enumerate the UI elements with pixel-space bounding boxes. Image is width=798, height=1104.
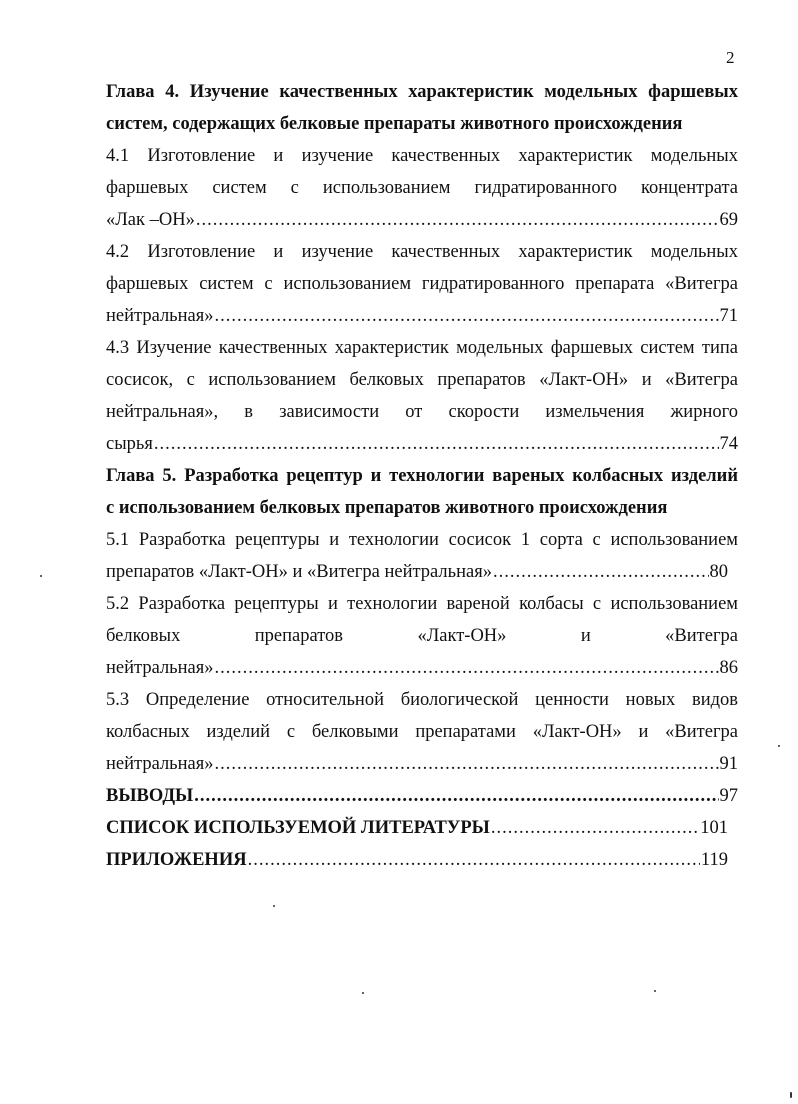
toc-entry-text: 5.1 Разработка рецептуры и технологии сосисок 1 сорта с использованием: [106, 530, 738, 550]
toc-entry-text: сырья: [106, 434, 153, 454]
scan-speck: [790, 1092, 792, 1098]
toc-entry-text: белковых препаратов «Лакт-ОН» и «Витегра: [106, 626, 738, 646]
toc-entry-4-3: [106, 332, 738, 460]
toc-entry-text: колбасных изделий с белковыми препаратами «Лакт-ОН» и «Витегра: [106, 722, 738, 742]
toc-entry-final-line: [106, 300, 738, 332]
toc-entry-text: препаратов «Лакт-ОН» и «Витегра нейтральная»: [106, 562, 492, 582]
dot-leader: [194, 780, 718, 812]
dot-leader: [154, 428, 719, 460]
scan-speck: [654, 990, 656, 992]
toc-entry-text: ВЫВОДЫ: [106, 786, 194, 806]
chapter-5-title-line-2: с использованием белковых препаратов животного происхождения: [106, 498, 668, 518]
scan-speck: [273, 905, 275, 907]
scan-speck: [778, 745, 780, 747]
toc-entry-text: 4.2 Изготовление и изучение качественных характеристик модельных: [106, 242, 738, 262]
toc-entry-text: «Лак –ОН»: [106, 210, 195, 230]
toc-page-number: 97: [719, 786, 738, 806]
toc-page-number: 71: [719, 306, 738, 326]
toc-page-number: 101: [700, 818, 728, 838]
dot-leader: [196, 204, 719, 236]
toc-page-number: 119: [700, 850, 728, 870]
dot-leader: [215, 748, 719, 780]
toc-entry-final-line: [106, 204, 738, 236]
toc-entry-5-3: [106, 684, 738, 780]
dot-leader: [248, 844, 700, 876]
toc-entry-text: нейтральная»: [106, 658, 214, 678]
toc-entry-conclusions: [106, 780, 738, 812]
toc-entry-text: нейтральная»: [106, 754, 214, 774]
scan-speck: [40, 575, 42, 577]
toc-entry-text: фаршевых систем с использованием гидратированного концентрата: [106, 178, 738, 198]
toc-entry-4-2: [106, 236, 738, 332]
toc-entry-text: 5.2 Разработка рецептуры и технологии вареной колбасы с использованием: [106, 594, 738, 614]
toc-entry-final-line: [106, 748, 738, 780]
chapter-5-title-line-1: Глава 5. Разработка рецептур и технологии вареных колбасных изделий: [106, 466, 738, 486]
toc-entry-text: 5.3 Определение относительной биологической ценности новых видов: [106, 690, 738, 710]
toc-entry-appendices: [106, 844, 738, 876]
toc-entry-text: нейтральная»: [106, 306, 214, 326]
toc-entry-final-line: [106, 556, 738, 588]
toc-entry-5-1: [106, 524, 738, 588]
toc-entry-text: ПРИЛОЖЕНИЯ: [106, 850, 247, 870]
chapter-4-title-line-2: систем, содержащих белковые препараты животного происхождения: [106, 114, 683, 134]
dot-leader: [215, 652, 719, 684]
toc-entry-text: сосисок, с использованием белковых препаратов «Лакт-ОН» и «Витегра: [106, 370, 738, 390]
page-number: 2: [726, 48, 735, 67]
dot-leader: [493, 556, 709, 588]
toc-entry-text: 4.1 Изготовление и изучение качественных характеристик модельных: [106, 146, 738, 166]
table-of-contents: [106, 76, 738, 876]
toc-page-number: 80: [709, 562, 728, 582]
toc-entry-4-1: [106, 140, 738, 236]
toc-page-number: 74: [719, 434, 738, 454]
toc-entry-references: [106, 812, 738, 844]
toc-entry-text: фаршевых систем с использованием гидратированного препарата «Витегра: [106, 274, 738, 294]
dot-leader: [215, 300, 719, 332]
scan-speck: [362, 992, 364, 994]
toc-entry-final-line: [106, 652, 738, 684]
toc-entry-final-line: [106, 428, 738, 460]
chapter-4-title-line-1: Глава 4. Изучение качественных характеристик модельных фаршевых: [106, 82, 738, 102]
toc-entry-text: нейтральная», в зависимости от скорости измельчения жирного: [106, 402, 738, 422]
toc-entry-5-2: [106, 588, 738, 684]
toc-entry-text: СПИСОК ИСПОЛЬЗУЕМОЙ ЛИТЕРАТУРЫ: [106, 818, 490, 838]
toc-page-number: 91: [719, 754, 738, 774]
toc-page-number: 69: [719, 210, 738, 230]
toc-page-number: 86: [719, 658, 738, 678]
dot-leader: [491, 812, 699, 844]
toc-entry-text: 4.3 Изучение качественных характеристик модельных фаршевых систем типа: [106, 338, 738, 358]
